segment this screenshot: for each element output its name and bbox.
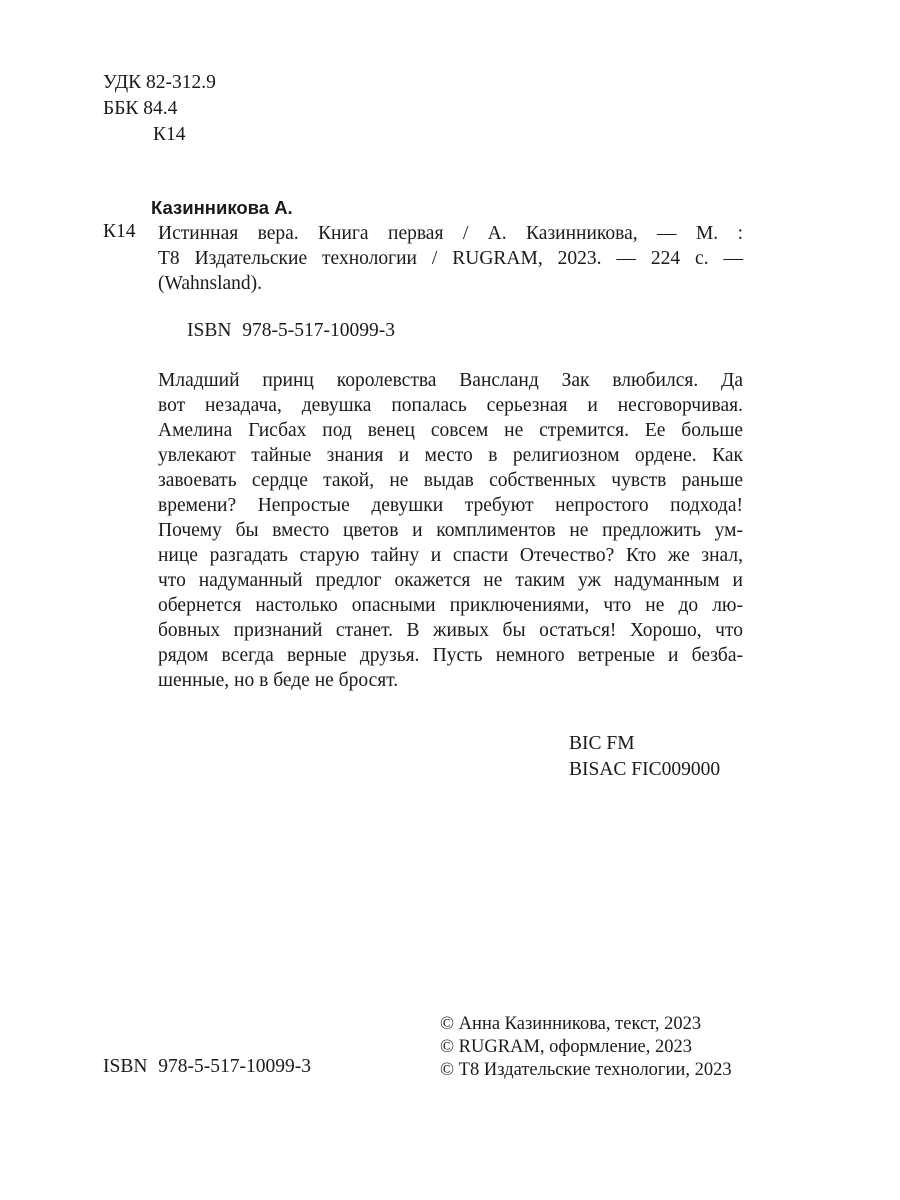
annotation-line: рядом всегда верные друзья. Пусть немного ветреные и безба- (158, 645, 743, 666)
copyright-line: © Т8 Издательские технологии, 2023 (440, 1060, 732, 1080)
citation-line: (Wahnsland). (158, 273, 263, 294)
author-mark: К14 (153, 124, 186, 145)
copyright-line: © RUGRAM, оформление, 2023 (440, 1037, 693, 1057)
annotation-line: увлекают тайные знания и место в религиозном ордене. Как (158, 445, 743, 466)
isbn-record: ISBN 978-5-517-10099-3 (187, 320, 396, 341)
annotation-line: завоевать сердце такой, не выдав собственных чувств раньше (158, 470, 743, 491)
citation-line: Т8 Издательские технологии / RUGRAM, 2023. — 224 с. — (158, 248, 743, 269)
annotation-text (158, 368, 743, 693)
subject-codes (569, 731, 720, 783)
annotation-line: шенные, но в беде не бросят. (158, 670, 399, 691)
annotation-line: Почему бы вместо цветов и комплиментов не предложить ум- (158, 520, 743, 541)
annotation-line: вот незадача, девушка попалась серьезная и несговорчивая. (158, 395, 743, 416)
bibliographic-citation (158, 221, 743, 296)
bbk-code: ББК 84.4 (103, 98, 178, 119)
author-mark-left: К14 (103, 221, 136, 242)
author-name: Казинникова А. (151, 197, 293, 218)
isbn-footer: ISBN 978-5-517-10099-3 (103, 1056, 312, 1077)
annotation-line: нице разгадать старую тайну и спасти Отечество? Кто же знал, (158, 545, 743, 566)
annotation-line: обернется настолько опасными приключениями, что не до лю- (158, 595, 743, 616)
copyright-line: © Анна Казинникова, текст, 2023 (440, 1014, 702, 1034)
bisac-code: BISAC FIC009000 (569, 759, 721, 780)
classification-header (103, 70, 216, 148)
annotation-line: времени? Непростые девушки требуют непростого подхода! (158, 495, 743, 516)
bic-code: BIC FM (569, 733, 635, 754)
citation-line: Истинная вера. Книга первая / А. Казинникова, — М. : (158, 223, 743, 244)
annotation-line: бовных признаний станет. В живых бы остаться! Хорошо, что (158, 620, 743, 641)
annotation-line: Амелина Гисбах под венец совсем не стремится. Ее больше (158, 420, 743, 441)
udk-code: УДК 82-312.9 (103, 72, 216, 93)
annotation-line: Младший принц королевства Вансланд Зак влюбился. Да (158, 370, 743, 391)
annotation-line: что надуманный предлог окажется не таким уж надуманным и (158, 570, 743, 591)
copyright-block (440, 1013, 732, 1082)
